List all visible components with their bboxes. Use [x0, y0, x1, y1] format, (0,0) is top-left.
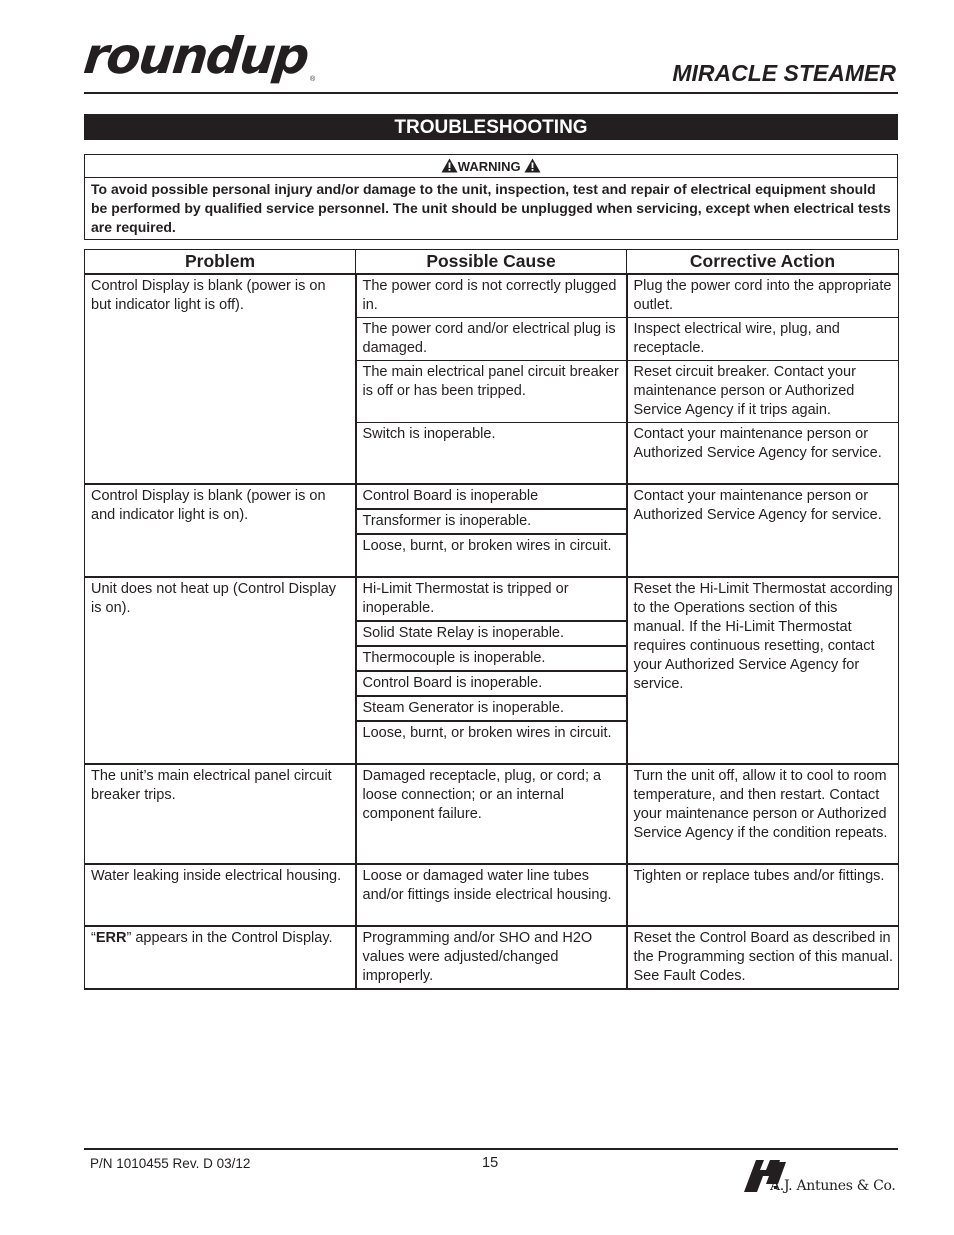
header-rule — [84, 92, 898, 94]
warning-triangle-icon — [441, 158, 458, 173]
cause-cell: Transformer is inoperable. — [356, 509, 627, 534]
part-number: P/N 1010455 Rev. D 03/12 — [90, 1156, 251, 1171]
problem-text: ” appears in the Control Display. — [126, 930, 333, 946]
cause-cell: Hi-Limit Thermostat is tripped or inoperable. — [356, 577, 627, 621]
problem-cell: Control Display is blank (power is on but indicator light is off). — [85, 274, 356, 484]
cause-cell: Programming and/or SHO and H2O values were adjusted/changed improperly. — [356, 926, 627, 989]
cause-cell: Damaged receptacle, plug, or cord; a loose connection; or an internal component failure. — [356, 764, 627, 864]
cause-cell: Loose, burnt, or broken wires in circuit. — [356, 534, 627, 577]
cause-cell: The main electrical panel circuit breaker is off or has been tripped. — [356, 361, 627, 423]
warning-header — [85, 155, 897, 178]
cause-cell: Control Board is inoperable — [356, 484, 627, 509]
table-row — [85, 926, 899, 989]
table-row — [85, 577, 899, 621]
cause-cell: Solid State Relay is inoperable. — [356, 621, 627, 646]
section-title: TROUBLESHOOTING — [84, 114, 898, 140]
brand-wordmark: roundup — [80, 27, 311, 85]
problem-cell: The unit’s main electrical panel circuit breaker trips. — [85, 764, 356, 864]
warning-text: To avoid possible personal injury and/or damage to the unit, inspection, test and repair of electrical equipment should be performed by qualified service personnel. The unit should be unplugged when servicing, except when electrical tests are required. — [91, 181, 891, 235]
warning-box — [84, 154, 898, 240]
cause-cell: The power cord is not correctly plugged in. — [356, 274, 627, 318]
cause-cell: Thermocouple is inoperable. — [356, 646, 627, 671]
open-quote: “ — [91, 930, 96, 946]
problem-cell — [85, 926, 356, 989]
cause-cell: The power cord and/or electrical plug is damaged. — [356, 318, 627, 361]
action-cell: Plug the power cord into the appropriate outlet. — [627, 274, 899, 318]
action-cell: Inspect electrical wire, plug, and receptacle. — [627, 318, 899, 361]
cause-cell: Switch is inoperable. — [356, 423, 627, 485]
action-cell: Reset the Control Board as described in the Programming section of this manual. See Fault Codes. — [627, 926, 899, 989]
action-cell: Reset circuit breaker. Contact your maintenance person or Authorized Service Agency if it trips again. — [627, 361, 899, 423]
header-corrective-action: Corrective Action — [627, 250, 899, 275]
table-header-row — [85, 250, 899, 275]
header-problem: Problem — [85, 250, 356, 275]
page-title: MIRACLE STEAMER — [672, 60, 896, 86]
table-row — [85, 274, 899, 318]
table-row — [85, 484, 899, 509]
footer-rule — [84, 1148, 898, 1150]
page-number: 15 — [482, 1155, 499, 1171]
action-cell: Reset the Hi-Limit Thermostat according to the Operations section of this manual. If the Hi-Limit Thermostat requires continuous resetting, contact your Authorized Service Agency for service. — [627, 577, 899, 764]
warning-triangle-icon — [524, 158, 541, 173]
registered-mark: ® — [310, 76, 316, 83]
warning-label: WARNING — [457, 159, 521, 174]
table-row — [85, 864, 899, 926]
cause-cell: Loose, burnt, or broken wires in circuit. — [356, 721, 627, 764]
company-name: A.J. Antunes & Co. — [770, 1178, 896, 1194]
cause-cell: Control Board is inoperable. — [356, 671, 627, 696]
action-cell: Contact your maintenance person or Authorized Service Agency for service. — [627, 423, 899, 485]
troubleshooting-table — [84, 249, 899, 990]
company-logo — [742, 1156, 898, 1196]
cause-cell: Loose or damaged water line tubes and/or fittings inside electrical housing. — [356, 864, 627, 926]
err-code: ERR — [95, 930, 127, 946]
action-cell: Contact your maintenance person or Authorized Service Agency for service. — [627, 484, 899, 577]
problem-cell: Unit does not heat up (Control Display is on). — [85, 577, 356, 764]
roundup-logo — [80, 27, 324, 90]
header-possible-cause: Possible Cause — [356, 250, 627, 275]
problem-cell: Control Display is blank (power is on and indicator light is on). — [85, 484, 356, 577]
action-cell: Tighten or replace tubes and/or fittings. — [627, 864, 899, 926]
table-row — [85, 764, 899, 864]
problem-cell: Water leaking inside electrical housing. — [85, 864, 356, 926]
cause-cell: Steam Generator is inoperable. — [356, 696, 627, 721]
action-cell: Turn the unit off, allow it to cool to room temperature, and then restart. Contact your maintenance person or Authorized Service Agency if the condition repeats. — [627, 764, 899, 864]
